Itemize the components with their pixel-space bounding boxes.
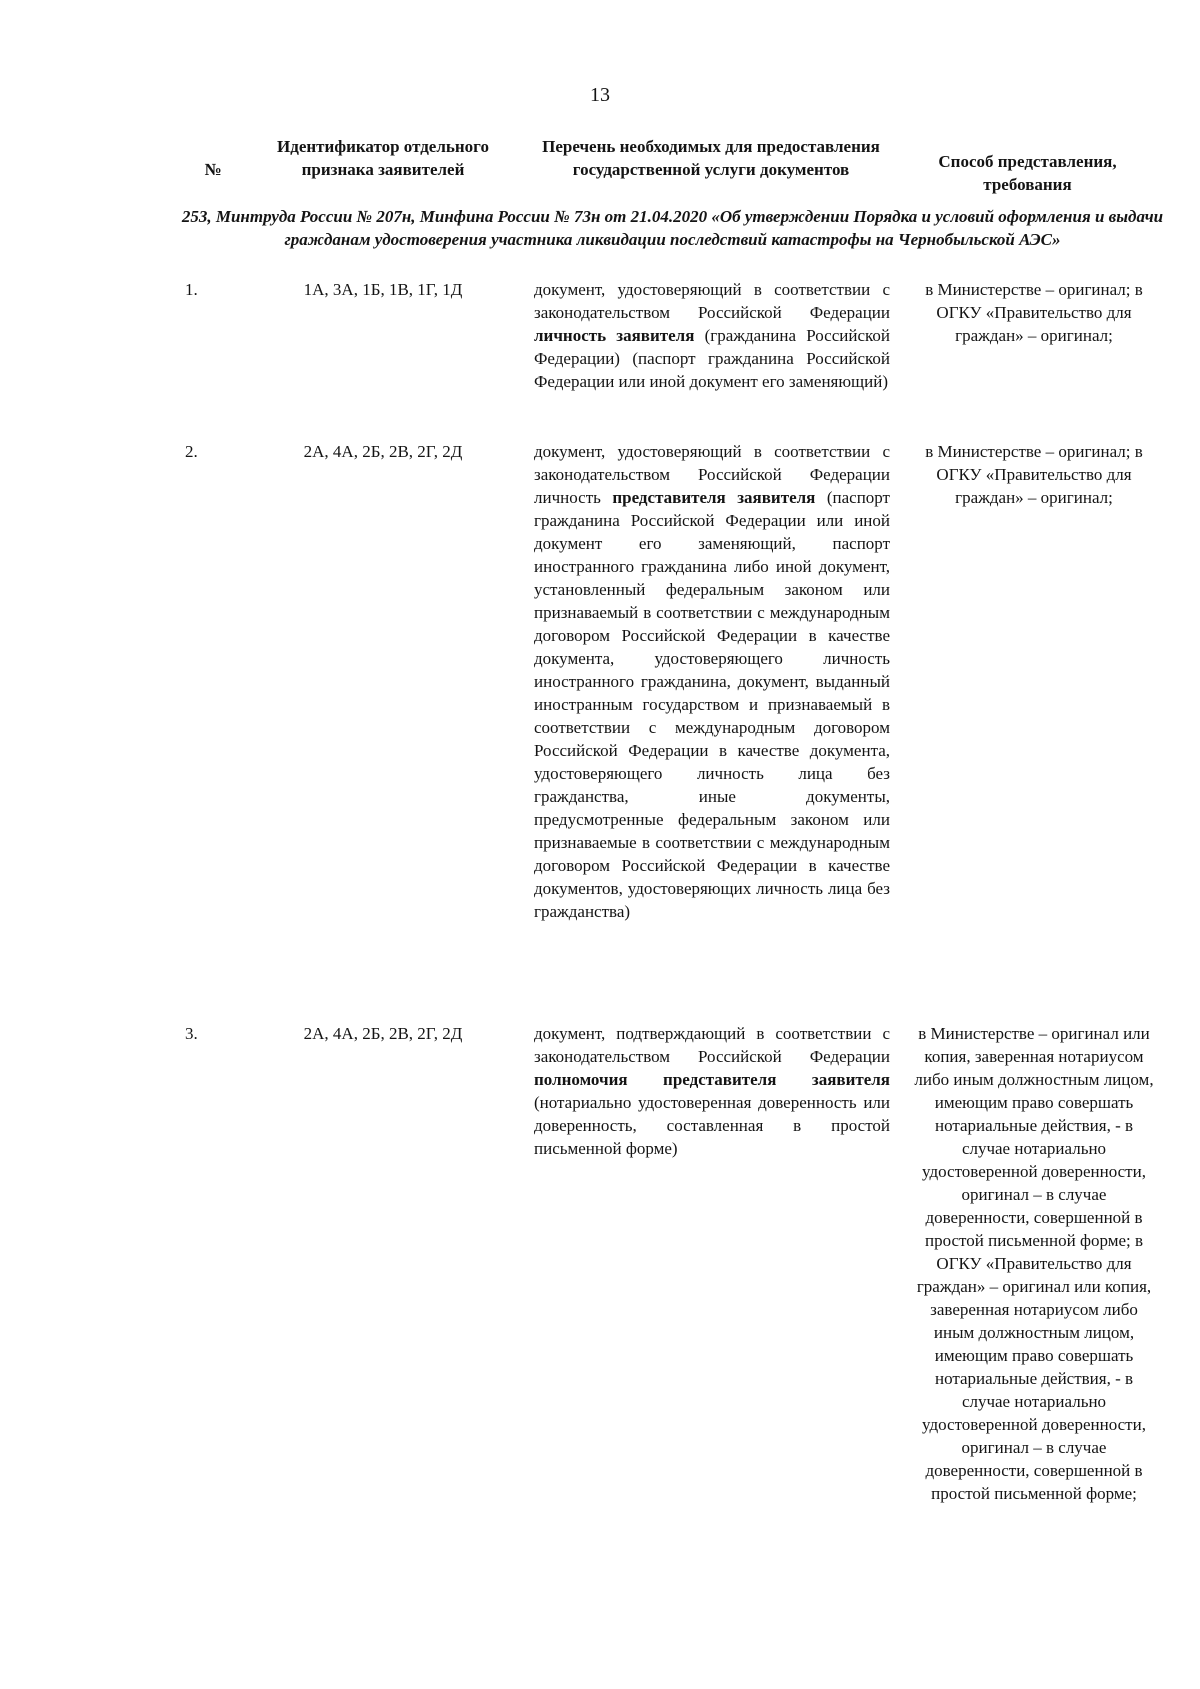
row-method: в Министерстве – оригинал или копия, заверенная нотариусом либо иным должностным лицом, имеющим право совершать нотариальные действия, - в случае нотариально удостоверенной доверенности, оригинал – в случае доверенности, совершенной в простой письменной форме; в ОГКУ «Правительство для граждан» – оригинал или копия, заверенная нотариусом либо иным должностным лицом, имеющим право совершать нотариальные действия, - в случае нотариально удостоверенной доверенности, оригинал – в случае доверенности, совершенной в простой письменной форме; — [914, 1024, 1154, 1503]
document-emphasis: представителя заявителя — [612, 488, 816, 507]
row-method: в Министерстве – оригинал; в ОГКУ «Правительство для граждан» – оригинал; — [925, 280, 1143, 345]
document-text: документ, удостоверяющий в соответствии с законодательством Российской Федерации — [534, 280, 890, 322]
document-text: документ, удостоверяющий в соответствии с законодательством Российской Федерации личность — [534, 442, 890, 507]
row-number: 1. — [185, 280, 198, 299]
document-text: (гражданина Российской Федерации) (паспорт гражданина Российской Федерации или иной документ его заменяющий) — [534, 326, 890, 391]
row-document — [534, 1022, 890, 1160]
row-document — [534, 278, 890, 393]
section-caption: 253, Минтруда России № 207н, Минфина России № 73н от 21.04.2020 «Об утверждении Порядка и условий оформления и выдачи гражданам удостоверения участника ликвидации последствий катастрофы на Чернобыльской АЭС» — [181, 207, 1164, 249]
header-identifier: Идентификатор отдельного признака заявителей — [277, 137, 489, 179]
document-emphasis: полномочия представителя заявителя — [534, 1070, 890, 1089]
document-text: документ, подтверждающий в соответствии с законодательством Российской Федерации — [534, 1024, 890, 1066]
row-identifier: 1А, 3А, 1Б, 1В, 1Г, 1Д — [303, 280, 463, 299]
header-documents: Перечень необходимых для предоставления государственной услуги документов — [542, 137, 880, 179]
document-emphasis: личность заявителя — [534, 326, 695, 345]
row-method: в Министерстве – оригинал; в ОГКУ «Правительство для граждан» – оригинал; — [925, 442, 1143, 507]
row-identifier: 2А, 4А, 2Б, 2В, 2Г, 2Д — [303, 442, 463, 461]
header-number: № — [204, 160, 222, 179]
document-text: (нотариально удостоверенная доверенность или доверенность, составленная в простой письменной форме) — [534, 1093, 890, 1158]
page-number: 13 — [590, 84, 610, 106]
row-document — [534, 440, 890, 923]
document-text: (паспорт гражданина Российской Федерации или иной документ его заменяющий, паспорт иностранного гражданина либо иной документ, установленный федеральным законом или признаваемый в соответствии с международным договором Российской Федерации в качестве документа, удостоверяющего личность иностранного гражданина, документ, выданный иностранным государством и признаваемый в соответствии с международным договором Российской Федерации в качестве документа, удостоверяющего личность лица без гражданства, иные документы, предусмотренные федеральным законом или признаваемые в соответствии с международным договором Российской Федерации в качестве документов, удостоверяющих личность лица без гражданства) — [534, 488, 890, 921]
row-identifier: 2А, 4А, 2Б, 2В, 2Г, 2Д — [303, 1024, 463, 1043]
header-method: Способ представления, требования — [938, 152, 1117, 194]
row-number: 2. — [185, 442, 198, 461]
row-number: 3. — [185, 1024, 198, 1043]
